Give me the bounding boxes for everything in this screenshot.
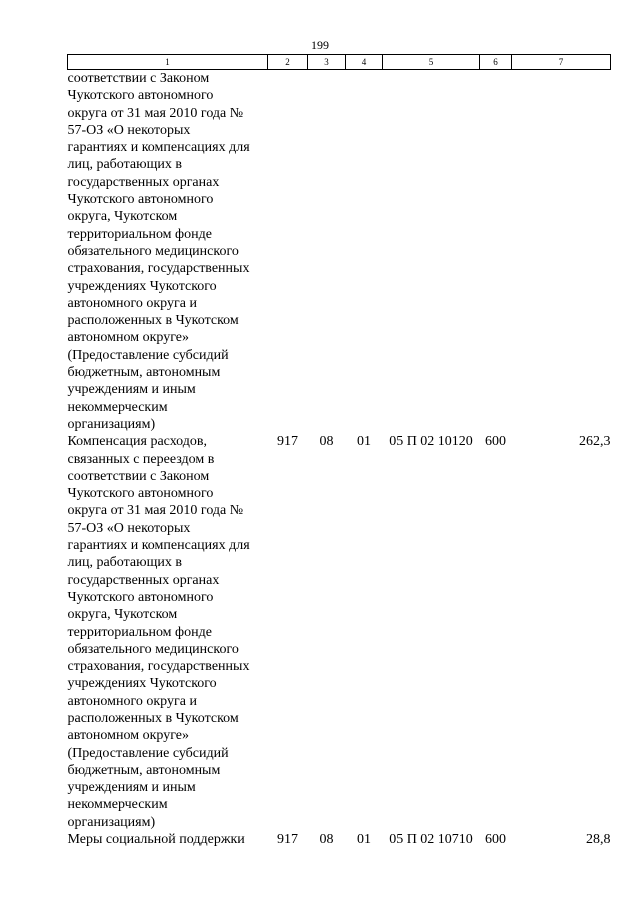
row-description: Меры социальной поддержки bbox=[67, 832, 245, 848]
row-code-5: 05 П 02 10120 bbox=[389, 434, 473, 450]
row-code-4: 01 bbox=[357, 434, 371, 450]
row-code-5: 05 П 02 10710 bbox=[389, 832, 473, 848]
column-header: 2 bbox=[268, 55, 308, 70]
column-header: 7 bbox=[512, 55, 611, 70]
column-header: 6 bbox=[480, 55, 512, 70]
column-header: 3 bbox=[308, 55, 346, 70]
row-code-3: 08 bbox=[319, 434, 334, 450]
column-number-row bbox=[68, 55, 611, 70]
table-row bbox=[68, 70, 611, 434]
row-code-5 bbox=[383, 70, 480, 434]
column-header: 4 bbox=[346, 55, 383, 70]
row-amount: 262,3 bbox=[579, 434, 611, 450]
row-code-2: 917 bbox=[277, 832, 298, 848]
row-code-2 bbox=[268, 70, 308, 434]
row-amount bbox=[512, 70, 611, 434]
table-row bbox=[68, 831, 611, 848]
row-code-6: 600 bbox=[485, 832, 506, 848]
row-code-3 bbox=[308, 70, 346, 434]
row-code-3: 08 bbox=[319, 832, 334, 848]
column-header: 5 bbox=[383, 55, 480, 70]
column-header: 1 bbox=[68, 55, 268, 70]
row-code-6 bbox=[480, 70, 512, 434]
row-code-6: 600 bbox=[485, 434, 506, 450]
row-code-4: 01 bbox=[357, 832, 371, 848]
budget-table bbox=[67, 54, 611, 848]
table-row bbox=[68, 433, 611, 831]
page-number: 199 bbox=[311, 38, 329, 52]
row-description: Компенсация расходов, связанных с переездом в соответствии с Законом Чукотского автономного округа от 31 мая 2010 года № 57-ОЗ «О некоторых гарантиях и компенсациях для лиц, работающих в государственных органах Чукотского автономного округа, Чукотском территориальном фонде обязательного медицинского страхования, государственных учреждениях Чукотского автономного округа и расположенных в Чукотском автономном округе» (Предоставление субсидий бюджетным, автономным учреждениям и иным некоммерческим организациям) bbox=[67, 434, 250, 830]
row-description: соответствии с Законом Чукотского автономного округа от 31 мая 2010 года № 57-ОЗ «О некоторых гарантиях и компенсациях для лиц, работающих в государственных органах Чукотского автономного округа, Чукотском территориальном фонде обязательного медицинского страхования, государственных учреждениях Чукотского автономного округа и расположенных в Чукотском автономном округе» (Предоставление субсидий бюджетным, автономным учреждениям и иным некоммерческим организациям) bbox=[67, 71, 250, 432]
row-amount: 28,8 bbox=[586, 832, 611, 848]
row-code-2: 917 bbox=[277, 434, 298, 450]
row-code-4 bbox=[346, 70, 383, 434]
